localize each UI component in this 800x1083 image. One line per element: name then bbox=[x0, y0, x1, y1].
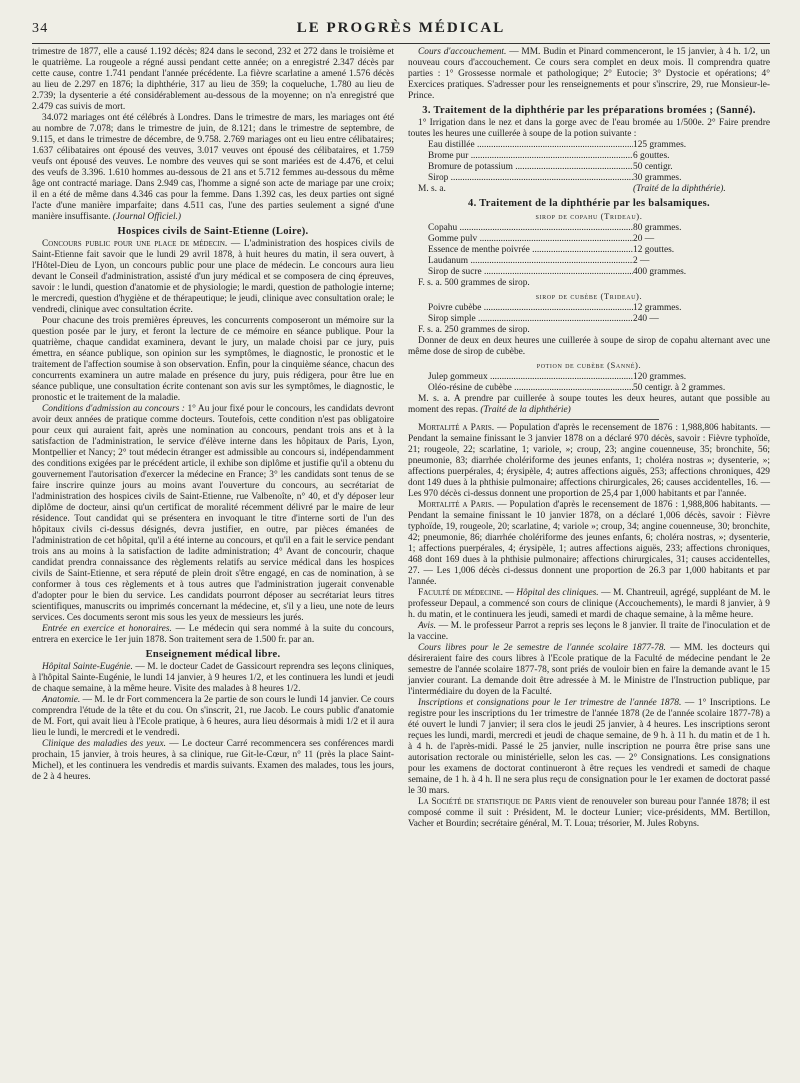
recipe-footer bbox=[408, 184, 770, 195]
clinique-yeux-lead: Clinique des maladies des yeux. bbox=[42, 739, 166, 749]
potion-source: (Traité de la diphthérie) bbox=[480, 405, 571, 415]
sainte-eugenie-lead: Hôpital Sainte-Eugénie. bbox=[42, 662, 133, 672]
journal-title: LE PROGRÈS MÉDICAL bbox=[296, 20, 506, 36]
ingredient: Sirop ..... bbox=[428, 173, 633, 184]
recipe-fsa: F. s. a. 250 grammes de sirop. bbox=[418, 325, 530, 335]
ingredient: Sirop simple ..... bbox=[428, 314, 633, 325]
ingredient: Laudanum ..... bbox=[428, 256, 633, 267]
cours-libres-paragraph bbox=[408, 643, 770, 698]
societe-lead: La Société de statistique de Paris bbox=[418, 797, 556, 807]
recipe-line bbox=[408, 223, 770, 234]
conditions-lead: Conditions d'admission au concours : bbox=[42, 404, 185, 414]
potion-text: M. s. a. A prendre par cuillerée à soupe toutes les deux heures, autant que possible au moment des repas. bbox=[408, 394, 770, 415]
recipe-line bbox=[408, 162, 770, 173]
recipe-line bbox=[408, 173, 770, 184]
london-deaths-paragraph: trimestre de 1877, elle a causé 1.192 décès; 824 dans le second, 232 et 272 dans le troisième et le quatrième. La rougeole a régné aussi pendant cette année; on a enregistré 2.347 décès par cette cause, contre 1.741 pendant l'année précédente. La fièvre scarlatine a amené 1.576 décès au lieu de 2.297 en 1876; la diphthérie, 317 au lieu de 359; la coqueluche, 1.780 au lieu de 2.739; la dysenterie a été considérablement au-dessous de la moyenne; on n'a enregistré que 2.479 cas suivis de mort. bbox=[32, 47, 394, 112]
epreuves-paragraph: Pour chacune des trois premières épreuves, les concurrents composeront un mémoire sur la question posée par le jury, et feront la lecture de ce mémoire en séance publique. Pour la quatrième, chaque candidat examinera, devant le jury, un malade choisi par ce jury, puis émettra, en séance publique, son opinion sur les symptômes, le diagnostic, le pronostic et le traitement de l'affection soumise à son observation. Enfin, pour la cinquième séance, chacun des concurrents examinera un autre malade en présence du jury, puis rédigera, pour être lue en séance publique, une consultation écrite contenant son avis sur les symptômes, le diagnostic, le pronostic et le traitement de la maladie. bbox=[32, 316, 394, 403]
quantity: 50 centigr. à 2 grammes. bbox=[633, 383, 726, 393]
faculte-subtitle: — Hôpital des cliniques. bbox=[502, 588, 599, 598]
avis-text: — M. le professeur Parrot a repris ses leçons le 8 janvier. Il traite de l'inoculation et de la vaccine. bbox=[408, 621, 770, 642]
quantity: 12 gouttes. bbox=[633, 245, 675, 255]
accouchement-lead: Cours d'accouchement. bbox=[418, 47, 507, 57]
subheading-cubebe: sirop de cubèbe (Trideau). bbox=[535, 291, 643, 301]
left-column bbox=[32, 47, 394, 830]
quantity: 2 — bbox=[633, 256, 650, 266]
quantity: 6 gouttes. bbox=[633, 151, 670, 161]
quantity: 30 grammes. bbox=[633, 173, 682, 183]
recipe-line bbox=[408, 256, 770, 267]
societe-text: vient de renouveler son bureau pour l'année 1878; il est composé comme il suit : Président, M. le docteur Lunier; vice-présidents, MM. Bertillon, Vacher et Bourdin; secrétaire général, M. T. Loua; trésorier, M. Jules Robyns. bbox=[408, 797, 770, 829]
heading-balsamiques: 4. Traitement de la diphthérie par les balsamiques. bbox=[468, 198, 710, 209]
ingredient: Sirop de sucre ..... bbox=[428, 267, 633, 278]
avis-lead: Avis. bbox=[418, 621, 436, 631]
clinique-yeux-paragraph bbox=[32, 739, 394, 783]
mortalite-text: — Population d'après le recensement de 1876 : 1,988,806 habitants. — Pendant la semaine finissant le 3 janvier 1878 on a déclaré 970 décès, savoir : Fièvre typhoïde, 21; rougeole, 22; scarlatine, 1; variole, »; croup, 23; angine couenneuse, 35; bronchite, 56; pneumonie, 83; diarrhée cholériforme des jeunes enfants, 1; choléra nostras »; dysenterie, »; affections puerpérales, 4; érysipèle, 4; autres affections aiguës, 253; affections chroniques, 429 dont 149 dues à la phthisie pulmonaire; affections chirurgicales, 26; causes accidentelles, 16. — Les 970 décès ci-dessus donnent une proportion de 25,4 par 1,000 habitants et par l'année. bbox=[408, 423, 770, 499]
honoraires-text: — Le médecin qui sera nommé à la suite du concours, entrera en exercice le 1er juin 1878. Son traitement sera de 1.500 fr. par an. bbox=[32, 624, 394, 645]
honoraires-paragraph bbox=[32, 624, 394, 646]
concours-paragraph bbox=[32, 239, 394, 316]
recipe-copahu bbox=[408, 223, 770, 289]
honoraires-lead: Entrée en exercice et honoraires. bbox=[42, 624, 172, 634]
columns bbox=[32, 47, 770, 830]
ingredient: Copahu ..... bbox=[428, 223, 633, 234]
mortalite-lead: Mortalité a Paris. bbox=[418, 500, 495, 510]
ingredient: Essence de menthe poivrée ..... bbox=[428, 245, 633, 256]
right-column bbox=[408, 47, 770, 830]
recipe-line bbox=[408, 267, 770, 278]
accouchement-paragraph bbox=[408, 47, 770, 102]
mortalite-paragraph-1 bbox=[408, 423, 770, 500]
ingredient: Bromure de potassium ..... bbox=[428, 162, 633, 173]
inscriptions-paragraph bbox=[408, 698, 770, 797]
societe-statistique-paragraph bbox=[408, 797, 770, 830]
quantity: 50 centigr. bbox=[633, 162, 673, 172]
faculte-text: — M. Chantreuil, agrégé, suppléant de M. le professeur Depaul, a commencé son cours de clinique (Accouchements), le mardi 8 janvier, à 9 h. du matin, et le continuera les jeudi, samedi et mardi de chaque semaine, à la même heure. bbox=[408, 588, 770, 620]
recipe-source: (Traité de la diphthérie). bbox=[633, 184, 726, 194]
mortalite-text: — Population d'après le recensement de 1876 : 1,988,806 habitants. — Pendant la semaine finissant le 10 janvier 1878, on a déclaré 1,006 décès, savoir : Fièvre typhoïde, 19, rougeole, 20; scarlatine, 4; variole »; croup, 34; angine couenneuse, 30; bronchite, 42; pneumonie, 86; diarrhée cholériforme des jeunes enfants, 6; choléra nostras, »; dysenterie, 1; affections puerpérales, 4; érysipèle, 1; autres affections aiguës, 233; affections chroniques, 468 dont 169 dues à la phthisie pulmonaire; affections chirurgicales, 31; causes accidentelles, 27. — Les 1,006 décès ci-dessus donnent une proportion de 26.3 par 1,000 habitants et par l'année. bbox=[408, 500, 770, 587]
london-marriages-paragraph bbox=[32, 113, 394, 223]
anatomie-lead: Anatomie. bbox=[42, 695, 81, 705]
accouchement-text: — MM. Budin et Pinard commenceront, le 15 janvier, à 4 h. 1/2, un nouveau cours d'accouchement. Ce cours sera complet en deux mois. Il comprendra quatre parties : 1° Grossesse normale et pathologique; 2° Eutocie; 3° Dystocie et opérations; 4° Exercices pratiques. S'adresser pour les renseignements et pour s'inscrire, 29, rue Monsieur-le-Prince. bbox=[408, 47, 770, 101]
quantity: 120 grammes. bbox=[633, 372, 687, 382]
alternance-paragraph: Donner de deux en deux heures une cuillerée à soupe de sirop de copahu alternant avec une même dose de sirop de cubèbe. bbox=[408, 336, 770, 357]
bromees-instructions: 1° Irrigation dans le nez et dans la gorge avec de l'eau bromée au 1/500e. 2° Faire prendre toutes les heures une cuillerée à soupe de la potion suivante : bbox=[408, 118, 770, 139]
conditions-paragraph bbox=[32, 404, 394, 624]
cours-libres-text: — MM. les docteurs qui désireraient faire des cours libres à l'Ecole pratique de la Faculté de médecine pendant le 2e semestre de l'année scolaire 1877-78, sont priés de vouloir bien en faire la demande avant le 15 janvier courant. La demande doit être adressée à M. le Ministre de l'Instruction publique, par l'intermédiaire du doyen de la Faculté. bbox=[408, 643, 771, 697]
recipe-cubebe bbox=[408, 303, 770, 336]
subheading-copahu: sirop de copahu (Trideau). bbox=[535, 211, 643, 221]
mortalite-lead: Mortalité a Paris. bbox=[418, 423, 495, 433]
mortalite-paragraph-2 bbox=[408, 500, 770, 588]
recipe-fsa: F. s. a. 500 grammes de sirop. bbox=[418, 278, 530, 288]
conditions-text: 1° Au jour fixé pour le concours, les candidats devront avoir deux années de pratique comme docteurs. Toutefois, cette condition n'est pas obligatoire pour ceux qui auraient fait, après une nomination au concours, pendant trois ans et à la satisfaction de l'administration, le service d'élève interne dans les hôpitaux de Paris, Lyon, Montpellier et Nancy; 2° tout médecin étranger est admissible au concours si, indépendamment des conditions exigées par le précédent article, il exhibe son diplôme et justifie qu'il a obtenu du gouvernement l'autorisation d'exercer la médecine en France; 3° les candidats sont tenus de se faire inscrire quinze jours au moins avant l'ouverture du concours, au secrétariat de l'administration des hospices civils de Saint-Etienne, rue Valbenoîte, n° 40, et d'y déposer leur diplôme de docteur, ainsi qu'un certificat de moralité récemment délivré par le maire de leur résidence. Tout candidat qui se présentera en invoquant le titre d'interne sorti de l'un des hôpitaux civils ci-dessus désignés, devra justifier, en outre, par pièces émanées de l'administration de cet hôpital, qu'il a été interne au concours, et qu'il en a fait le service pendant trois ans au moins à la satisfaction de ladite administration; 4° Avant de concourir, chaque candidat prendra connaissance des règlements relatifs au service médical dans les hospices civils de Saint-Etienne, et sera réputé de plein droit s'être engagé, en cas de nomination, à se conformer à tous ces règlements et à tous autres que l'administration jugerait convenable d'adopter pour le bien du service. Les candidats pourront déposer au secrétariat leurs titres scientifiques, manuscrits ou imprimés concernant la médecine, et, s'il y a lieu, une note de leurs services. Ces documents seront mis sous les yeux de messieurs les jurés. bbox=[32, 404, 394, 623]
ingredient: Oléo-résine de cubèbe ..... bbox=[428, 383, 633, 394]
recipe-line bbox=[408, 234, 770, 245]
clinique-yeux-text: — Le docteur Carré recommencera ses conférences mardi prochain, 15 janvier, à trois heures, à sa clinique, rue Git-le-Cœur, n° 11 (près la place Saint-Michel), et les continuera les vendredis et mardis suivants. Examen des malades, tous les jours, de 2 à 4 heures. bbox=[32, 739, 394, 782]
cours-libres-lead: Cours libres pour le 2e semestre de l'année scolaire 1877-78. bbox=[418, 643, 666, 653]
quantity: 125 grammes. bbox=[633, 140, 687, 150]
heading-bromees: 3. Traitement de la diphthérie par les préparations bromées ; (Sanné). bbox=[422, 105, 756, 116]
concours-lead: Concours public pour une place de médecin. bbox=[42, 239, 228, 249]
recipe-line bbox=[408, 314, 770, 325]
marriages-source: (Journal Officiel.) bbox=[112, 212, 182, 222]
inscriptions-text: — 1° Inscriptions. Le registre pour les inscriptions du 1er trimestre de l'année 1878 (2e de l'année scolaire 1877-78) a été ouvert le lundi 7 janvier; il sera clos le jeudi 25 janvier, à 4 heures. Les inscriptions seront reçues les lundi, mardi, mercredi et jeudi de chaque semaine, de 9 h. à 11 h. du matin et de 1 h. à 4 h. de l'après-midi. Passé le 25 janvier, nulle inscription ne pourra être prise sans une autorisation rectorale ou ministérielle, selon les cas. — 2° Consignations. Les consignations pour les examens de doctorat continueront à être reçues les vendredi et samedi de chaque semaine, de 1 h. à 4 h. Il ne sera plus reçu de consignation pour le 1er examen de doctorat passé le 30 mars. bbox=[408, 698, 770, 796]
section-separator bbox=[519, 419, 659, 420]
ingredient: Gomme pulv ..... bbox=[428, 234, 633, 245]
ingredient: Brome pur ..... bbox=[428, 151, 633, 162]
potion-instructions bbox=[408, 394, 770, 416]
recipe-line bbox=[408, 140, 770, 151]
recipe-line bbox=[408, 372, 770, 383]
subheading-potion: potion de cubèbe (Sanné). bbox=[536, 360, 642, 370]
page-number: 34 bbox=[32, 21, 49, 36]
anatomie-text: — M. le dr Fort commencera la 2e partie de son cours le lundi 14 janvier. Ce cours comprendra l'étude de la tête et du cou. On s'inscrit, 21, rue Jacob. Le cours public d'anatomie de M. Fort, qui avait lieu à l'Ecole pratique, à 6 heures, aura lieu désormais à midi 1/2 et il aura lieu le lundi, le mercredi et le vendredi. bbox=[32, 695, 394, 738]
quantity: 20 — bbox=[633, 234, 655, 244]
recipe-ms: M. s. a. bbox=[418, 184, 446, 194]
faculte-lead: Faculté de médecine. bbox=[418, 588, 503, 598]
quantity: 80 grammes. bbox=[633, 223, 682, 233]
ingredient: Poivre cubèbe ..... bbox=[428, 303, 633, 314]
inscriptions-lead: Inscriptions et consignations pour le 1er trimestre de l'année 1878. bbox=[418, 698, 682, 708]
page-header bbox=[32, 20, 770, 40]
recipe-line bbox=[408, 383, 770, 394]
faculte-paragraph bbox=[408, 588, 770, 621]
heading-enseignement-libre: Enseignement médical libre. bbox=[145, 649, 281, 660]
recipe-bromee bbox=[408, 140, 770, 195]
recipe-line bbox=[408, 303, 770, 314]
recipe-potion bbox=[408, 372, 770, 394]
quantity: 240 — bbox=[633, 314, 659, 324]
quantity: 12 grammes. bbox=[633, 303, 682, 313]
heading-hospices-saint-etienne: Hospices civils de Saint-Etienne (Loire). bbox=[117, 226, 309, 237]
marriages-text: 34.072 mariages ont été célébrés à Londres. Dans le trimestre de mars, les mariages ont été au nombre de 7.078; dans le trimestre de juin, de 8.121; dans le trimestre de septembre, de 9.115, et dans le trimestre de décembre, de 9.758. 2.769 mariages ont eu lieu entre célibataires; 1.637 célibataires ont épousé des veuves, 3.017 veuves ont épousé des célibataires, et 1.759 veufs ont épousé des veuves. Le nombre des veuves qui se sont mariées est de 4.476, et celui des veufs de 3.396. 1.610 hommes au-dessous de 21 ans et 5.712 femmes au-dessous du même âge ont contracté mariage. Dans 2.949 cas, l'homme a signé son acte de mariage par une croix; il en a été de même dans 4.346 cas pour la femme. Dans 1.392 cas, les deux parties ont signé l'acte d'une manière imparfaite; dans 4.511 cas, l'une des parties seulement a signé d'une manière insuffisante. bbox=[32, 113, 394, 222]
header-rule bbox=[32, 43, 770, 44]
ingredient: Julep gommeux ..... bbox=[428, 372, 633, 383]
anatomie-paragraph bbox=[32, 695, 394, 739]
concours-text: — L'administration des hospices civils de Saint-Etienne fait savoir que le lundi 29 avril 1878, à huit heures du matin, il sera ouvert, à l'Hôtel-Dieu de Lyon, un concours public pour une place de médecin. Le concours aura lieu devant le Conseil d'administration, assisté d'un jury médical et se composera de cinq épreuves, savoir : le lundi, question d'anatomie et de physiologie; le mardi, question de pathologie interne; le mercredi, question d'hygiène et de thérapeutique; le jeudi, clinique avec consultation orale; le vendredi, clinique avec consultation écrite. bbox=[32, 239, 394, 315]
sainte-eugenie-paragraph bbox=[32, 662, 394, 695]
avis-paragraph bbox=[408, 621, 770, 643]
quantity: 400 grammes. bbox=[633, 267, 687, 277]
sainte-eugenie-text: — M. le docteur Cadet de Gassicourt reprendra ses leçons cliniques, à l'hôpital Sainte-Eugénie, le lundi 14 janvier, à 9 heures 1/2, et les continuera les lundi et jeudi de chaque semaine, à la même heure. Visite des malades à 8 heures 1/2. bbox=[32, 662, 394, 694]
ingredient: Eau distillée ..... bbox=[428, 140, 633, 151]
recipe-line bbox=[408, 245, 770, 256]
recipe-line bbox=[408, 151, 770, 162]
